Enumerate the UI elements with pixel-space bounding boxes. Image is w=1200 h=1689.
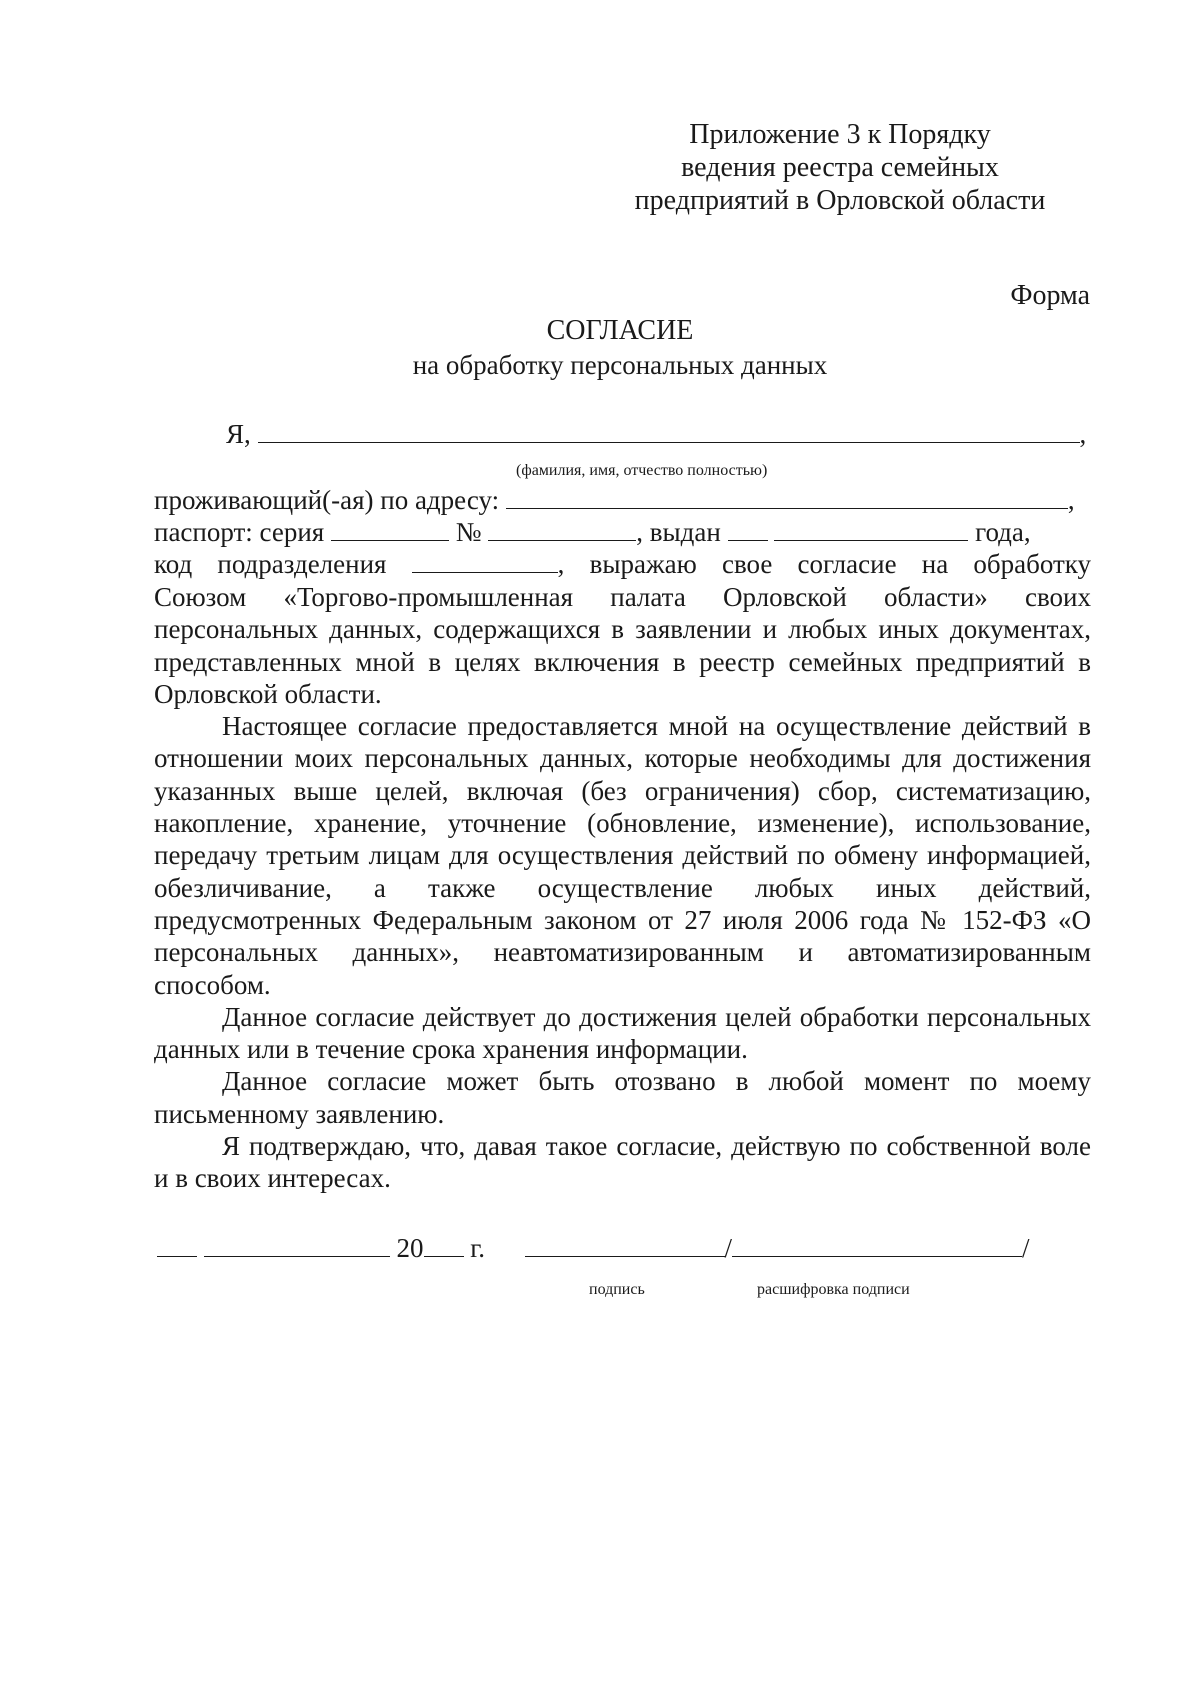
fio-suffix: ,	[1079, 419, 1087, 449]
address-field[interactable]	[506, 486, 1068, 509]
address-suffix: ,	[1067, 485, 1075, 515]
paragraph-3: Данное согласие действует до достижения целей обработки персональных данных или в течение срока хранения информации.	[154, 1001, 1091, 1065]
fio-field[interactable]	[258, 420, 1080, 443]
number-sign: №	[455, 517, 482, 547]
issue-month-field[interactable]	[774, 518, 968, 541]
paragraph-2: Настоящее согласие предоставляется мной на осуществление действий в отношении моих персональных данных, которые необходимы для достижения указанных выше целей, включая (без ограничения) сбор, систематизацию, накопление, хранение, уточнение (обновление, изменение), использование, передачу третьим лицам для осуществления действий по обмену информацией, обезличивание, а также осуществление любых иных действий, предусмотренных Федеральным законом от 27 июля 2006 года № 152-ФЗ «О персональных данных», неавтоматизированным и автоматизированным способом.	[154, 711, 1091, 1000]
signature-row	[157, 1232, 1030, 1264]
paragraph-1-continuation: Союзом «Торгово-промышленная палата Орловской области» своих персональных данных, содержащихся в заявлении и любых иных документах, представленных мной в целях включения в реестр семейных предприятий в Орловской области.	[154, 582, 1091, 709]
consent-body	[154, 581, 1091, 1195]
address-row	[154, 484, 1091, 516]
year-suffix: г.	[470, 1233, 486, 1263]
form-label: Форма	[1010, 280, 1090, 311]
date-month-field[interactable]	[204, 1234, 390, 1257]
paragraph-5: Я подтверждаю, что, давая такое согласие, действую по собственной воле и в своих интересах.	[154, 1131, 1091, 1194]
passport-row	[154, 516, 1091, 548]
fio-prefix: Я,	[226, 419, 251, 449]
date-year-field[interactable]	[424, 1234, 464, 1257]
document-title: СОГЛАСИЕ	[546, 315, 694, 346]
code-field[interactable]	[412, 550, 558, 573]
signature-decoding-field[interactable]	[732, 1234, 1022, 1257]
passport-series-field[interactable]	[331, 518, 449, 541]
fio-caption: (фамилия, имя, отчество полностью)	[516, 462, 768, 479]
signature-field[interactable]	[525, 1234, 725, 1257]
code-label: код подразделения	[154, 549, 387, 579]
consent-tail: , выражаю свое согласие на обработку	[557, 549, 1091, 579]
date-day-field[interactable]	[157, 1234, 197, 1257]
code-row	[154, 548, 1091, 580]
appendix-line-3: предприятий в Орловской области	[634, 185, 1046, 216]
passport-number-field[interactable]	[488, 518, 636, 541]
issued-label: , выдан	[636, 517, 721, 547]
decoding-caption: расшифровка подписи	[757, 1281, 910, 1298]
slash-right: /	[1022, 1233, 1030, 1263]
fio-row	[226, 418, 1092, 450]
address-label: проживающий(-ая) по адресу:	[154, 485, 500, 515]
signature-caption: подпись	[589, 1281, 645, 1298]
slash-left: /	[724, 1233, 733, 1263]
appendix-reference	[620, 118, 1060, 217]
year-prefix: 20	[396, 1233, 424, 1263]
appendix-line-1: Приложение 3 к Порядку	[689, 119, 991, 150]
document-subtitle: на обработку персональных данных	[412, 350, 828, 380]
issue-day-field[interactable]	[728, 518, 768, 541]
passport-label: паспорт: серия	[154, 517, 325, 547]
year-label: года,	[975, 517, 1031, 547]
appendix-line-2: ведения реестра семейных	[681, 152, 999, 183]
paragraph-4: Данное согласие может быть отозвано в любой момент по моему письменному заявлению.	[154, 1066, 1091, 1129]
